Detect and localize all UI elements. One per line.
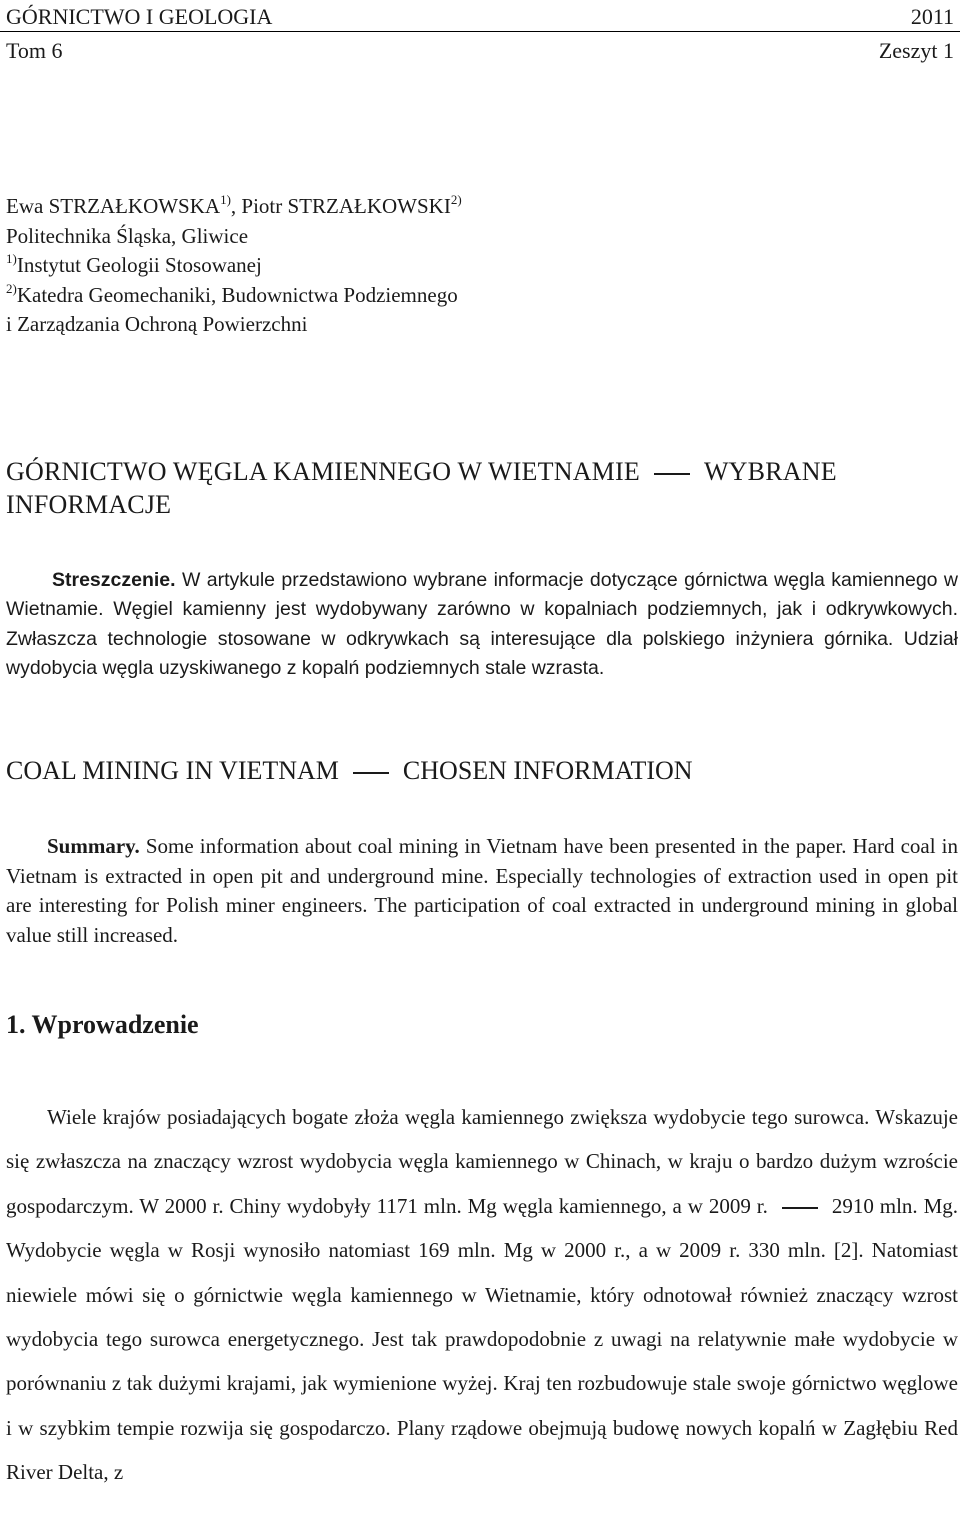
abstract-text: W artykule przedstawiono wybrane informacje dotyczące górnictwa węgla kamiennego w Wietnamie. Węgiel kamienny jest wydobywany zarówno w kopalniach podziemnych, jak i odkrywkowych. Zwłaszcza technologie stosowane w odkrywkach są interesujące dla polskiego inżyniera górnika. Udział wydobycia węgla uzyskiwanego z kopalń podziemnych stale wzrasta.: [6, 569, 958, 679]
running-header-bottom: [6, 38, 954, 64]
journal-year: 2011: [910, 4, 954, 29]
section-heading: 1. Wprowadzenie: [6, 1010, 199, 1039]
author-1-affiliation-mark: 1): [220, 192, 231, 207]
affiliation-2-name: Katedra Geomechaniki, Budownictwa Podziemnego: [16, 282, 458, 307]
abstract-label: Streszczenie.: [52, 569, 176, 591]
summary-label: Summary.: [47, 834, 140, 858]
title-pl-sub: WYBRANE INFORMACJE: [6, 457, 837, 519]
title-en-dash: [353, 772, 389, 774]
title-en-main: COAL MINING IN VIETNAM: [6, 756, 339, 785]
author-block: [6, 192, 462, 340]
affiliation-1-mark: 1): [6, 251, 17, 266]
affiliation-1: [6, 251, 462, 281]
title-dash: [654, 473, 690, 475]
author-2-affiliation-mark: 2): [450, 192, 462, 207]
body-text-a: Wiele krajów posiadających bogate złoża węgla kamiennego zwiększa wydobycie tego surowca. Wskazuje się zwłaszcza na znaczący wzrost wydobycia węgla kamiennego w Chinach, w kraju o bardzo dużym wzroście gospodarczym. W 2000 r. Chiny wydobyły 1171 mln. Mg węgla kamiennego, a w 2009 r.: [6, 1105, 958, 1218]
summary-paragraph: [6, 832, 958, 950]
author-2: Piotr STRZAŁKOWSKI: [241, 194, 451, 218]
affiliation-2: [6, 281, 462, 311]
header-rule: [0, 31, 960, 32]
author-1: Ewa STRZAŁKOWSKA: [6, 194, 221, 218]
journal-name: GÓRNICTWO I GEOLOGIA: [6, 4, 273, 29]
body-text-b: 2910 mln. Mg. Wydobycie węgla w Rosji wynosiło natomiast 169 mln. Mg w 2000 r., a w 2009 r. 330 mln. [2]. Natomiast niewiele mówi się o górnictwie węgla kamiennego w Wietnamie, który odnotował również znaczący wzrost wydobycia tego surowca energetycznego. Jest tak prawdopodobnie z uwagi na relatywnie małe wydobycie w porównaniu z tak dużymi krajami, jak wymienione wyżej. Kraj ten rozbudowuje stale swoje górnictwo węglowe i w szybkim tempie rozwija się gospodarczo. Plany rządowe obejmują budowę nowych kopalń w Zagłębiu Red River Delta, z: [6, 1193, 959, 1485]
affiliation-2-mark: 2): [6, 280, 17, 296]
affiliation-2-continued: i Zarządzania Ochroną Powierzchni: [6, 312, 308, 336]
summary-text: Some information about coal mining in Vietnam have been presented in the paper. Hard coal in Vietnam is extracted in open pit and underground mine. Especially technologies of extraction used in open pit are interesting for Polish miner engineers. The participation of coal extracted in underground mining in global value still increased.: [6, 834, 958, 947]
affiliation-1-name: Instytut Geologii Stosowanej: [16, 253, 262, 277]
body-dash: [782, 1207, 818, 1209]
paper-title-polish: [6, 455, 956, 521]
author-names: [6, 192, 462, 222]
paper-title-english: [6, 755, 693, 787]
abstract-paragraph: [6, 566, 958, 683]
author-separator: ,: [230, 194, 242, 218]
body-paragraph: [6, 1095, 958, 1495]
journal-issue: Zeszyt 1: [878, 38, 954, 63]
title-pl-main: GÓRNICTWO WĘGLA KAMIENNEGO W WIETNAMIE: [6, 457, 640, 486]
title-en-sub: CHOSEN INFORMATION: [402, 756, 693, 785]
journal-volume: Tom 6: [6, 38, 63, 63]
running-header-top: [6, 4, 954, 30]
university: Politechnika Śląska, Gliwice: [6, 223, 249, 248]
